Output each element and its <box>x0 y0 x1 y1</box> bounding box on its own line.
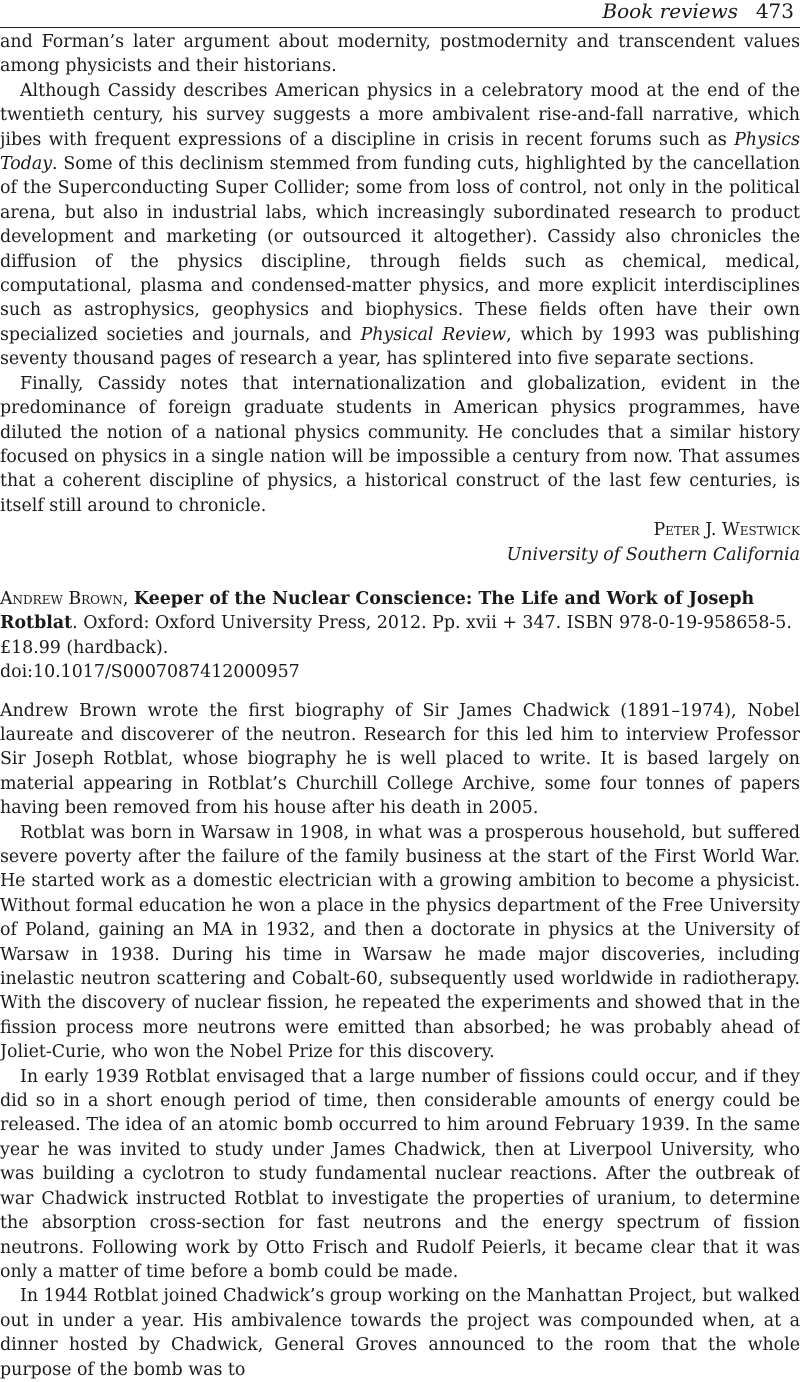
page-body <box>0 30 800 1382</box>
running-title: Book reviews <box>602 0 738 23</box>
reviewer-name: Peter J. Westwick <box>653 520 800 541</box>
book-title: Keeper of the Nuclear Conscience: The Life and Work of Joseph Rotblat <box>0 588 755 634</box>
review2-citation: Andrew Brown, Keeper of the Nuclear Conscience: The Life and Work of Joseph Rotblat. Oxford: Oxford University Press, 2012. Pp. xvii + 347. ISBN 978-0-19-958658-5. £18.99 (hardback). doi:10.1017/S0007087412000957 <box>0 588 792 683</box>
page-number: 473 <box>755 0 794 23</box>
review1-paragraph-2: Finally, Cassidy notes that internationalization and globalization, evident in the predominance of foreign graduate students in American physics programmes, have diluted the notion of a national physics community. He concludes that a similar history focused on physics in a single nation will be impossible a century from now. That assumes that a coherent discipline of physics, a historical construct of the last few centuries, is itself still around to chronicle. <box>0 373 800 516</box>
header-rule <box>0 27 800 28</box>
reviewer-affiliation: University of Southern California <box>506 544 800 565</box>
review2-paragraph-3: In early 1939 Rotblat envisaged that a large number of fissions could occur, and if they did so in a short enough period of time, then considerable amounts of energy could be released. The idea of an atomic bomb occurred to him around February 1939. In the same year he was invited to study under James Chadwick, then at Liverpool University, who was building a cyclotron to study fundamental nuclear reactions. After the outbreak of war Chadwick instructed Rotblat to investigate the properties of uranium, to determine the absorption cross-section for fast neutrons and the energy spectrum of fission neutrons. Following work by Otto Frisch and Rudolf Peierls, it became clear that it was only a matter of time before a bomb could be made. <box>0 1066 800 1282</box>
review1-paragraph-0: and Forman’s later argument about modernity, postmodernity and transcendent values among physicists and their historians. <box>0 32 800 77</box>
book-author: Andrew Brown <box>0 588 123 609</box>
review2-paragraph-4: In 1944 Rotblat joined Chadwick’s group working on the Manhattan Project, but walked out in under a year. His ambivalence towards the project was compounded when, at a dinner hosted by Chadwick, General Groves announced to the room that the whole purpose of the bomb was to <box>0 1286 800 1380</box>
book-publication: . Oxford: Oxford University Press, 2012. Pp. xvii + 347. ISBN 978-0-19-958658-5. £18.99 (hardback). <box>0 613 792 658</box>
book-doi: doi:10.1017/S0007087412000957 <box>0 662 300 683</box>
review1-paragraph-1: Although Cassidy describes American physics in a celebratory mood at the end of the twentieth century, his survey suggests a more ambivalent rise-and-fall narrative, which jibes with frequent expressions of a discipline in crisis in recent forums such as Physics Today. Some of this declinism stemmed from funding cuts, highlighted by the cancellation of the Superconducting Super Collider; some from loss of control, not only in the political arena, but also in industrial labs, which increasingly subordinated research to product development and marketing (or outsourced it altogether). Cassidy also chronicles the diffusion of the physics discipline, through fields such as chemical, medical, computational, plasma and condensed-matter physics, and more explicit interdisciplines such as astrophysics, geophysics and biophysics. These fields often have their own specialized societies and journals, and Physical Review, which by 1993 was publishing seventy thousand pages of research a year, has splintered into five separate sections. <box>0 80 800 370</box>
review2-paragraph-2: Rotblat was born in Warsaw in 1908, in what was a prosperous household, but suffered severe poverty after the failure of the family business at the start of the First World War. He started work as a domestic electrician with a growing ambition to become a physicist. Without formal education he won a place in the physics department of the Free University of Poland, gaining an MA in 1932, and then a doctorate in physics at the University of Warsaw in 1938. During his time in Warsaw he made major discoveries, including inelastic neutron scattering and Cobalt-60, subsequently used worldwide in radiotherapy. With the discovery of nuclear fission, he repeated the experiments and showed that in the fission process more neutrons were emitted than absorbed; he was probably ahead of Joliet-Curie, who won the Nobel Prize for this discovery. <box>0 822 800 1063</box>
journal-title: Physics Today <box>0 129 800 175</box>
running-header <box>0 0 800 28</box>
journal-title: Physical Review <box>360 324 507 345</box>
review2-paragraph-1: Andrew Brown wrote the first biography of Sir James Chadwick (1891–1974), Nobel laureate and discoverer of the neutron. Research for this led him to interview Professor Sir Joseph Rotblat, whose biography he is well placed to write. It is based largely on material appearing in Rotblat’s Churchill College Archive, some four tonnes of papers having been removed from his house after his death in 2005. <box>0 700 800 819</box>
